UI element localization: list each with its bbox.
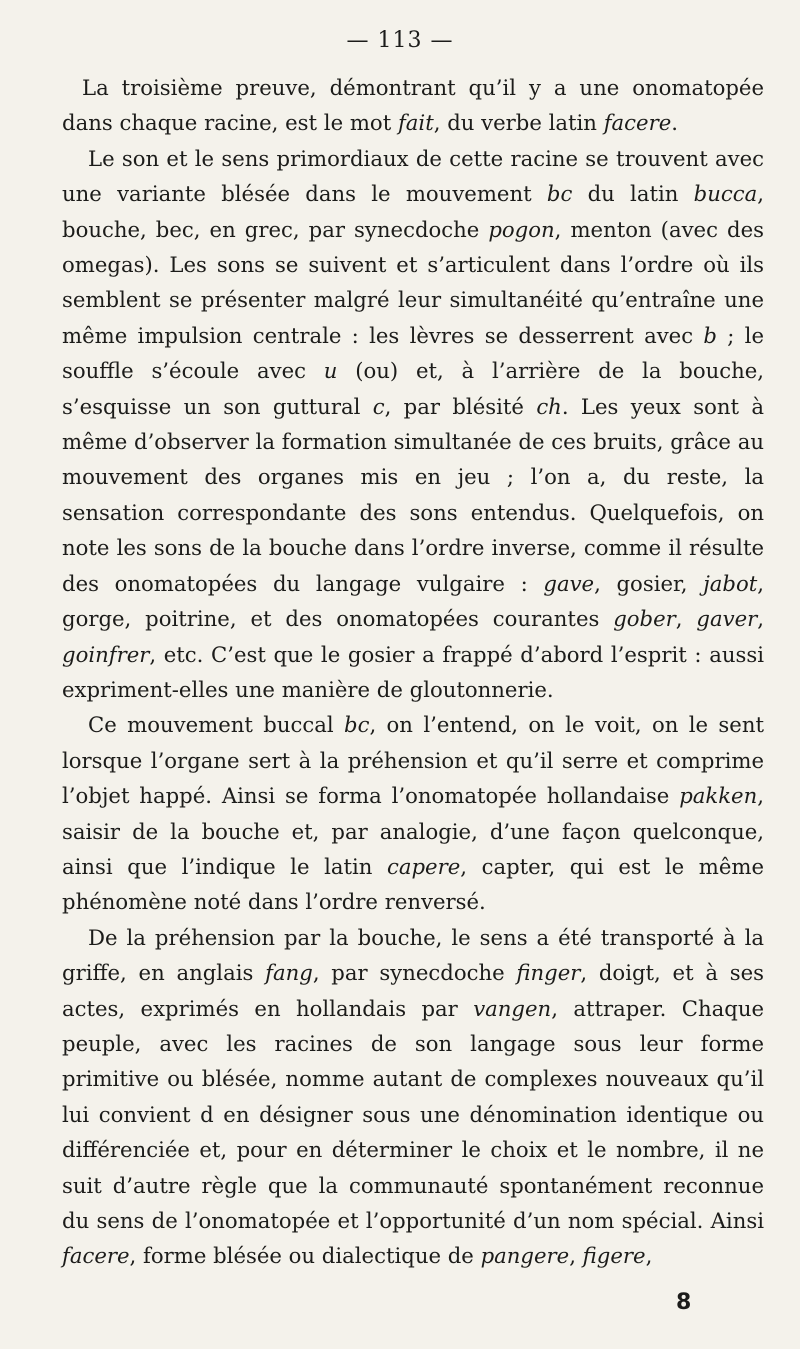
italic-term: jabot	[703, 570, 758, 596]
text-run: ,	[645, 1243, 653, 1269]
paragraph	[62, 920, 764, 1274]
italic-term: c	[372, 393, 385, 419]
text-run: ,	[757, 606, 764, 632]
italic-term: pangere	[480, 1243, 570, 1269]
text-run: , etc. C’est que le gosier a frappé d’abord l’esprit : aussi expriment-elles une manière de gloutonnerie.	[62, 641, 764, 702]
text-run: , par blésité	[384, 393, 537, 419]
text-run: , gosier,	[594, 570, 704, 596]
italic-term: gaver	[696, 606, 758, 632]
text-run: , attraper. Chaque peuple, avec les racines de son langage sous leur forme primitive ou blésée, nomme autant de complexes nouveaux qu’il lui convient d en désigner sous une dénomination identique ou différenciée et, pour en déterminer le choix et le nombre, il ne suit d’autre règle que la communauté spontanément reconnue du sens de l’onomatopée et l’opportunité d’un nom spécial. Ainsi	[62, 995, 765, 1233]
italic-term: gave	[543, 570, 595, 596]
text-run: , capter, qui est le même phénomène noté dans l’ordre renversé.	[62, 853, 764, 915]
italic-term: fait	[397, 110, 434, 136]
text-run: , bouche, bec, en grec, par synecdoche	[62, 181, 764, 242]
text-run: Ce mouvement buccal	[88, 712, 344, 738]
text-run: du latin	[572, 181, 694, 207]
text-run: , on l’entend, on le voit, on le sent lorsque l’organe sert à la préhension et qu’il serre et comprime l’objet happé. Ainsi se forma l’onomatopée hollandaise	[62, 712, 764, 809]
italic-term: capere	[386, 853, 461, 879]
italic-term: ch	[536, 393, 562, 419]
text-run: , gorge, poitrine, et des onomatopées courantes	[62, 570, 765, 632]
text-run: ; le souffle s’écoule avec	[62, 322, 764, 384]
italic-term: facere	[603, 110, 672, 136]
text-run: De la préhension par la bouche, le sens a été transporté à la griffe, en anglais	[62, 924, 764, 986]
text-run: . Les yeux sont à même d’observer la formation simultanée de ces bruits, grâce au mouvement des organes mis en jeu ; l’on a, du reste, la sensation correspondante des sons entendus. Quelquefois, on note les sons de la bouche dans l’ordre inverse, comme il résulte des onomatopées du langage vulgaire :	[62, 393, 765, 596]
body-text	[62, 70, 764, 1274]
text-run: , du verbe latin	[433, 110, 604, 136]
italic-term: gober	[613, 606, 676, 632]
italic-term: fang	[265, 960, 313, 986]
text-run: , par synecdoche	[312, 960, 517, 986]
italic-term: u	[323, 358, 338, 384]
text-run: , menton (avec des omegas). Les sons se suivent et s’articulent dans l’ordre où ils semblent se présenter malgré leur simultanéité qu’entraîne une même impulsion centrale : les lèvres se desserrent avec	[62, 216, 764, 348]
text-run: , saisir de la bouche et, par analogie, d’une façon quelconque, ainsi que l’indique le latin	[62, 783, 764, 879]
italic-term: bc	[344, 712, 370, 738]
text-run: ,	[569, 1243, 583, 1269]
paragraph	[62, 70, 764, 141]
italic-term: bc	[546, 181, 573, 207]
text-run: ,	[675, 606, 697, 632]
italic-term: finger	[516, 960, 581, 986]
italic-term: bucca	[693, 181, 758, 207]
text-run: , forme blésée ou dialectique de	[129, 1243, 481, 1269]
page-number: — 113 —	[346, 28, 454, 53]
italic-term: goinfrer	[62, 641, 150, 667]
italic-term: pogon	[488, 216, 555, 242]
text-run: (ou) et, à l’arrière de la bouche, s’esquisse un son guttural	[62, 358, 765, 419]
paragraph	[62, 707, 764, 919]
italic-term: pakken	[679, 783, 758, 809]
text-run: Le son et le sens primordiaux de cette racine se trouvent avec une variante blésée dans le mouvement	[62, 145, 764, 207]
text-run: .	[671, 110, 678, 136]
italic-term: facere	[62, 1243, 130, 1269]
italic-term: figere	[582, 1243, 646, 1269]
text-run: , doigt, et à ses actes, exprimés en hollandais par	[62, 960, 764, 1021]
text-run: La troisième preuve, démontrant qu’il y a une onomatopée dans chaque racine, est le mot	[62, 75, 764, 136]
italic-term: b	[703, 322, 717, 348]
italic-term: vangen	[473, 995, 552, 1021]
signature-mark: 8	[676, 1290, 692, 1315]
paragraph	[62, 141, 764, 708]
